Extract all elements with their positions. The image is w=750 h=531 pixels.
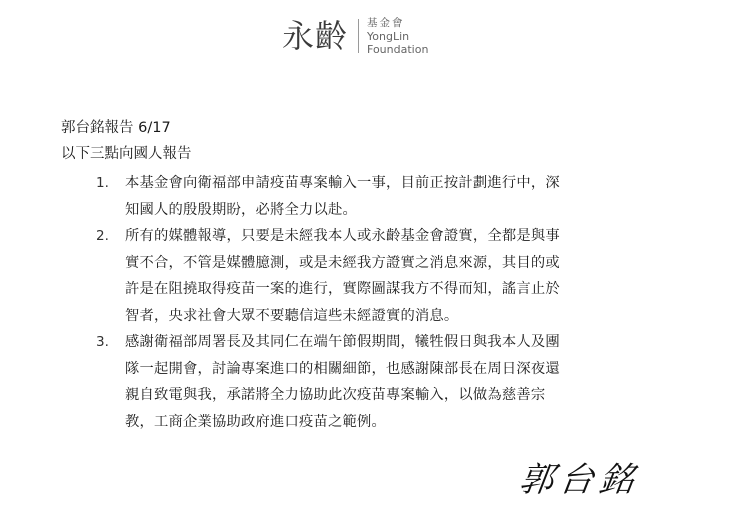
item-text: 本基金會向衛福部申請疫苗專案輸入一事，目前正按計劃進行中，深知國人的殷殷期盼，必將全力以赴。 xyxy=(125,175,560,218)
logo-name-en-1: YongLin xyxy=(367,29,410,43)
document-title: 郭台銘報告 6/17 xyxy=(61,120,171,136)
item-number: 3. xyxy=(96,334,109,350)
document-subtitle: 以下三點向國人報告 xyxy=(61,146,192,162)
list-item xyxy=(96,329,716,435)
item-number: 2. xyxy=(96,228,109,244)
signature: 郭台銘 xyxy=(516,460,643,500)
logo-mark: 永齡 xyxy=(282,17,349,55)
logo-text xyxy=(367,17,428,56)
item-number: 1. xyxy=(96,175,109,191)
logo-divider xyxy=(358,19,359,53)
item-text: 所有的媒體報導，只要是未經我本人或永齡基金會證實，全都是與事實不合，不管是媒體臆測，或是未經我方證實之消息來源，其目的或許是在阻撓取得疫苗一案的進行，實際圖謀我方不得而知，謠言止於智者，央求社會大眾不要聽信這些未經證實的消息。 xyxy=(125,228,560,324)
logo-name-zh: 基金會 xyxy=(367,16,405,29)
logo-name-en-2: Foundation xyxy=(367,42,429,56)
numbered-list xyxy=(96,170,716,435)
item-text: 感謝衛福部周署長及其同仁在端午節假期間，犧牲假日與我本人及團隊一起開會，討論專案進口的相關細節，也感謝陳部長在周日深夜還親自致電與我，承諾將全力協助此次疫苗專案輸入，以做為慈善宗教，工商企業協助政府進口疫苗之範例。 xyxy=(125,334,560,430)
list-item xyxy=(96,170,716,223)
list-item xyxy=(96,223,716,329)
foundation-logo xyxy=(282,14,428,58)
